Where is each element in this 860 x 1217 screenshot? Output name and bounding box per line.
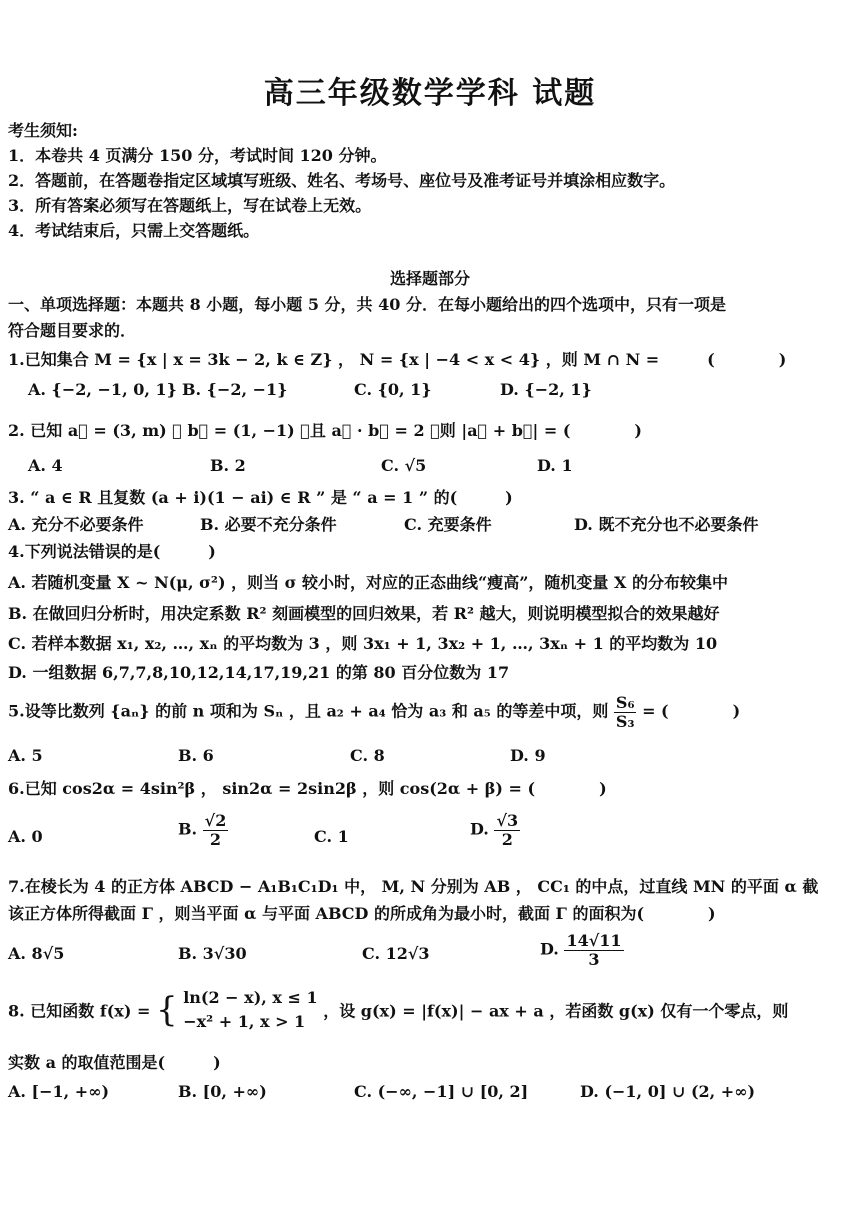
- notice-item-3: 3．所有答案必须写在答题纸上，写在试卷上无效。: [8, 196, 372, 215]
- notice-item-4: 4．考试结束后，只需上交答题纸。: [8, 221, 260, 240]
- q7-option-d-numerator: 14√11: [566, 931, 622, 950]
- q8-stem-rest: ，设 g(x) = |f(x)| − ax + a ，若函数 g(x) 仅有一个零点，则: [323, 1001, 789, 1021]
- q5-stem-text: 5.设等比数列 {aₙ} 的前 n 项和为 Sₙ ，且 a₂ + a₄ 恰为 a₃ 和 a₅ 的等差中项，则: [8, 701, 609, 721]
- q4-option-b: B. 在做回归分析时，用决定系数 R² 刻画模型的回归效果，若 R² 越大，则说明模型拟合的效果越好: [8, 604, 720, 623]
- q4-option-c: C. 若样本数据 x₁, x₂, …, xₙ 的平均数为 3 ，则 3x₁ + 1, 3x₂ + 1, …, 3xₙ + 1 的平均数为 10: [8, 634, 718, 653]
- piecewise-case-1: ln(2 − x), x ≤ 1: [183, 988, 318, 1007]
- q1-option-a: A. {−2, −1, 0, 1}: [28, 380, 177, 399]
- q1-stem: 1.已知集合 M = {x | x = 3k − 2, k ∈ Z} ， N = {x | −4 < x < 4} ，则 M ∩ N = ( ): [8, 350, 787, 369]
- q6-option-b-denominator: 2: [209, 829, 222, 849]
- part1-instruction-line2: 符合题目要求的．: [8, 321, 137, 340]
- q8-option-d: D. (−1, 0] ∪ (2, +∞): [580, 1082, 756, 1101]
- q7-option-d-denominator: 3: [588, 949, 600, 969]
- q2-option-b: B. 2: [210, 456, 246, 475]
- piecewise-case-2: −x² + 1, x > 1: [183, 1012, 306, 1031]
- q5-fraction-denominator: S₃: [615, 711, 635, 731]
- q1-option-b: B. {−2, −1}: [182, 380, 288, 399]
- q6-option-d-denominator: 2: [501, 829, 513, 849]
- q8-stem-line1: [8, 986, 852, 1034]
- q4-option-d: D. 一组数据 6,7,7,8,10,12,14,17,19,21 的第 80 百分位数为 17: [8, 663, 510, 682]
- q7-stem-line1: 7.在棱长为 4 的正方体 ABCD − A₁B₁C₁D₁ 中， M, N 分别为 AB ， CC₁ 的中点，过直线 MN 的平面 α 截: [8, 877, 819, 896]
- q7-option-d: [540, 932, 624, 968]
- q6-option-c: C. 1: [314, 827, 349, 846]
- q6-option-b-label: B.: [178, 819, 198, 839]
- q5-fraction-numerator: S₆: [615, 693, 635, 712]
- q6-stem: 6.已知 cos2α = 4sin²β ， sin2α = 2sin2β ，则 cos(2α + β) = ( ): [8, 779, 607, 798]
- q8-stem-line2: 实数 a 的取值范围是( ): [8, 1053, 221, 1072]
- q6-option-d-label: D.: [470, 819, 489, 839]
- q5-option-b: B. 6: [178, 746, 214, 765]
- q5-option-a: A. 5: [8, 746, 43, 765]
- q1-option-d: D. {−2, 1}: [500, 380, 592, 399]
- q7-option-b: B. 3√30: [178, 944, 247, 963]
- q6-option-d-numerator: √3: [496, 811, 519, 830]
- q7-stem-line2: 该正方体所得截面 Γ ，则当平面 α 与平面 ABCD 的所成角为最小时，截面 Γ 的面积为( ): [8, 904, 716, 923]
- piecewise-cases: [183, 986, 317, 1034]
- q7-option-d-label: D.: [540, 939, 559, 959]
- exam-title: 高三年级数学学科 试题: [263, 76, 597, 111]
- q2-option-d: D. 1: [537, 456, 573, 475]
- piecewise-brace: {: [155, 990, 178, 1030]
- q3-option-b: B. 必要不充分条件: [200, 515, 337, 534]
- q5-stem-tail: = ( ): [642, 701, 741, 721]
- q5-option-c: C. 8: [350, 746, 385, 765]
- q2-option-c: C. √5: [381, 456, 427, 475]
- q8-option-c: C. (−∞, −1] ∪ [0, 2]: [354, 1082, 529, 1101]
- section-title: 选择题部分: [389, 269, 470, 288]
- q4-option-a: A. 若随机变量 X ~ N(μ, σ²) ，则当 σ 较小时，对应的正态曲线“瘦高”，随机变量 X 的分布较集中: [8, 573, 728, 592]
- q6-option-b: [178, 812, 228, 848]
- q5-option-d: D. 9: [510, 746, 546, 765]
- q5-fraction: [614, 694, 637, 730]
- q5-stem: [8, 694, 852, 730]
- notice-item-2: 2．答题前，在答题卷指定区域填写班级、姓名、考场号、座位号及准考证号并填涂相应数字。: [8, 171, 676, 190]
- q2-stem: 2. 已知 a⃗ = (3, m) ， b⃗ = (1, −1) ，且 a⃗ · b⃗ = 2 ，则 |a⃗ + b⃗| = ( ): [8, 421, 643, 440]
- notice-item-1: 1．本卷共 4 页满分 150 分，考试时间 120 分钟。: [8, 146, 387, 165]
- q4-stem: 4.下列说法错误的是( ): [8, 542, 216, 561]
- q6-option-d-fraction: [494, 812, 520, 848]
- q6-option-b-fraction: [203, 812, 229, 848]
- q8-stem-intro: 8. 已知函数 f(x) =: [8, 1001, 151, 1021]
- q3-option-a: A. 充分不必要条件: [8, 515, 144, 534]
- q8-option-a: A. [−1, +∞): [8, 1082, 110, 1101]
- q1-option-c: C. {0, 1}: [354, 380, 432, 399]
- q7-option-d-fraction: [564, 932, 623, 968]
- q7-option-c: C. 12√3: [362, 944, 430, 963]
- q6-option-a: A. 0: [8, 827, 43, 846]
- q6-option-b-numerator: √2: [204, 811, 227, 830]
- q8-option-b: B. [0, +∞): [178, 1082, 267, 1101]
- q3-stem: 3. “ a ∈ R 且复数 (a + i)(1 − ai) ∈ R ” 是 “ a = 1 ” 的( ): [8, 488, 513, 507]
- part1-instruction-line1: 一、单项选择题：本题共 8 小题，每小题 5 分，共 40 分．在每小题给出的四个选项中，只有一项是: [8, 295, 726, 314]
- q3-option-d: D. 既不充分也不必要条件: [574, 515, 759, 534]
- q7-option-a: A. 8√5: [8, 944, 65, 963]
- notice-heading: 考生须知:: [8, 121, 78, 140]
- q6-option-d: [470, 812, 520, 848]
- q3-option-c: C. 充要条件: [404, 515, 492, 534]
- q2-option-a: A. 4: [28, 456, 63, 475]
